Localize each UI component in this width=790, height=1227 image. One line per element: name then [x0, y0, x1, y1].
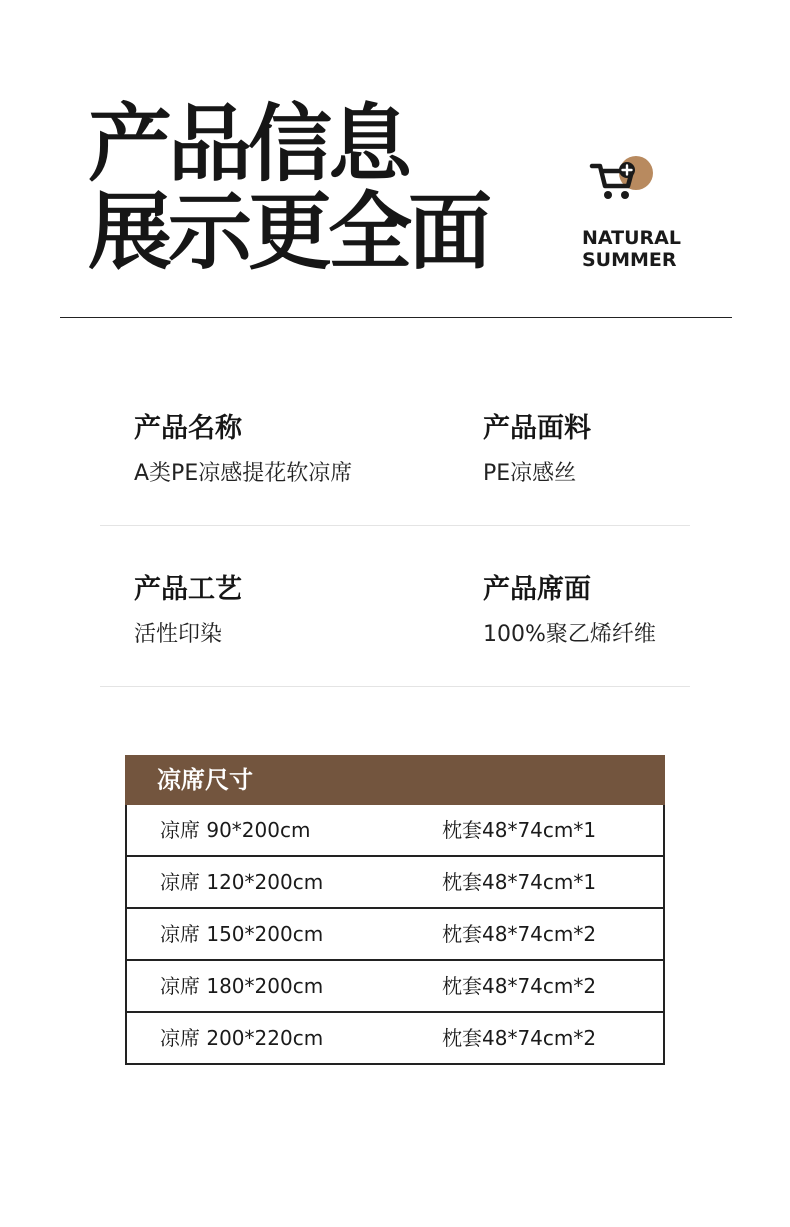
brand-line-2: SUMMER	[582, 249, 677, 271]
info-item-process	[134, 572, 242, 650]
page-title	[88, 95, 489, 281]
title-line-2: 展示更全面	[88, 183, 489, 281]
pillow-size: 枕套48*74cm*2	[442, 922, 597, 946]
table-row	[127, 805, 663, 855]
mat-size: 凉席 200*220cm	[160, 1026, 324, 1050]
info-label: 产品工艺	[134, 574, 242, 605]
pillow-size: 枕套48*74cm*2	[442, 1026, 597, 1050]
pillow-size: 枕套48*74cm*1	[442, 818, 597, 842]
size-table	[125, 755, 665, 1065]
info-row	[100, 536, 690, 687]
info-value: A类PE凉感提花软凉席	[134, 461, 353, 486]
pillow-size: 枕套48*74cm*2	[442, 974, 597, 998]
info-item-name	[134, 411, 352, 489]
table-row	[127, 907, 663, 959]
info-label: 产品面料	[483, 413, 591, 444]
brand-text	[582, 227, 681, 271]
mat-size: 凉席 120*200cm	[160, 870, 324, 894]
table-row	[127, 1011, 663, 1063]
section-divider	[60, 317, 732, 318]
info-row	[100, 375, 690, 526]
mat-size: 凉席 150*200cm	[160, 922, 324, 946]
info-item-surface	[483, 572, 656, 650]
shopping-cart-icon	[588, 152, 654, 206]
brand-line-1: NATURAL	[582, 227, 681, 249]
table-row	[127, 855, 663, 907]
info-label: 产品名称	[134, 413, 242, 444]
mat-size: 凉席 180*200cm	[160, 974, 324, 998]
info-value: PE凉感丝	[483, 461, 577, 486]
pillow-size: 枕套48*74cm*1	[442, 870, 597, 894]
info-value: 活性印染	[134, 622, 223, 647]
info-item-fabric	[483, 411, 591, 489]
size-table-title: 凉席尺寸	[125, 755, 665, 805]
table-row	[127, 959, 663, 1011]
mat-size: 凉席 90*200cm	[160, 818, 311, 842]
size-table-body	[125, 805, 665, 1065]
info-label: 产品席面	[483, 574, 591, 605]
info-value: 100%聚乙烯纤维	[483, 622, 656, 647]
title-line-1: 产品信息	[88, 95, 409, 193]
